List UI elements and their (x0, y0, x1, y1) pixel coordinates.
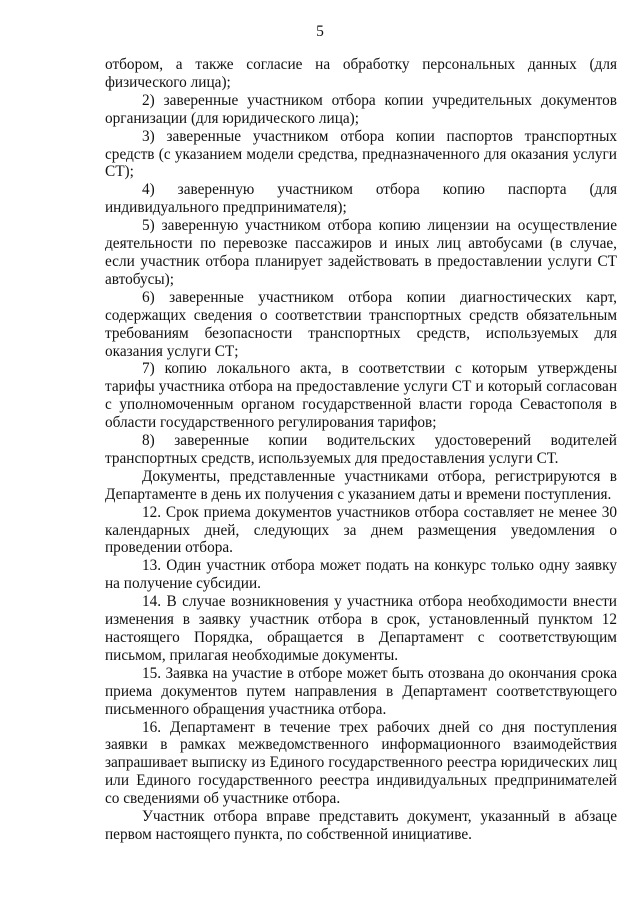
paragraph-item-3: 3) заверенные участником отбора копии паспортов транспортных средств (с указанием модели средства, предназначенного для оказания услуги СТ); (105, 127, 617, 181)
paragraph-clause-12: 12. Срок приема документов участников отбора составляет не менее 30 календарных дней, следующих за днем размещения уведомления о проведении отбора. (105, 503, 617, 557)
paragraph-clause-13: 13. Один участник отбора может подать на конкурс только одну заявку на получение субсидии. (105, 557, 617, 593)
paragraph-item-6: 6) заверенные участником отбора копии диагностических карт, содержащих сведения о соответствии транспортных средств обязательным требованиям безопасности транспортных средств, используемых для оказания услуги СТ; (105, 288, 617, 360)
paragraph-registration: Документы, представленные участниками отбора, регистрируются в Департаменте в день их получения с указанием даты и времени поступления. (105, 467, 617, 503)
paragraph-item-4: 4) заверенную участником отбора копию паспорта (для индивидуального предпринимателя); (105, 181, 617, 217)
paragraph-clause-14: 14. В случае возникновения у участника отбора необходимости внести изменения в заявку участник отбора в срок, установленный пунктом 12 настоящего Порядка, обращается в Департамент с соответствующим письмом, прилагая необходимые документы. (105, 593, 617, 664)
paragraph-item-5: 5) заверенную участником отбора копию лицензии на осуществление деятельности по перевозке пассажиров и иных лиц автобусами (в случае, если участник отбора планирует задействовать в предоставлении услуги СТ автобусы); (105, 217, 617, 288)
paragraph-clause-16: 16. Департамент в течение трех рабочих дней со дня поступления заявки в рамках межведомственного информационного взаимодействия запрашивает выписку из Единого государственного реестра юридических лиц или Единого государственного реестра индивидуальных предпринимателей со сведениями об участнике отбора. (105, 718, 617, 808)
document-body (105, 56, 617, 844)
page-number: 5 (316, 23, 324, 40)
paragraph-item-7: 7) копию локального акта, в соответствии с которым утверждены тарифы участника отбора на предоставление услуги СТ и который согласован с уполномоченным органом государственной власти города Севастополя в области государственного регулирования тарифов; (105, 360, 617, 432)
paragraph-own-initiative: Участник отбора вправе представить документ, указанный в абзаце первом настоящего пункта, по собственной инициативе. (105, 808, 617, 843)
paragraph-item-8: 8) заверенные копии водительских удостоверений водителей транспортных средств, используемых для предоставления услуги СТ. (105, 432, 617, 467)
paragraph-clause-15: 15. Заявка на участие в отборе может быть отозвана до окончания срока приема документов путем направления в Департамент соответствующего письменного обращения участника отбора. (105, 664, 617, 718)
paragraph-item-2: 2) заверенные участником отбора копии учредительных документов организации (для юридического лица); (105, 91, 617, 127)
paragraph-continuation: отбором, а также согласие на обработку персональных данных (для физического лица); (105, 56, 617, 91)
